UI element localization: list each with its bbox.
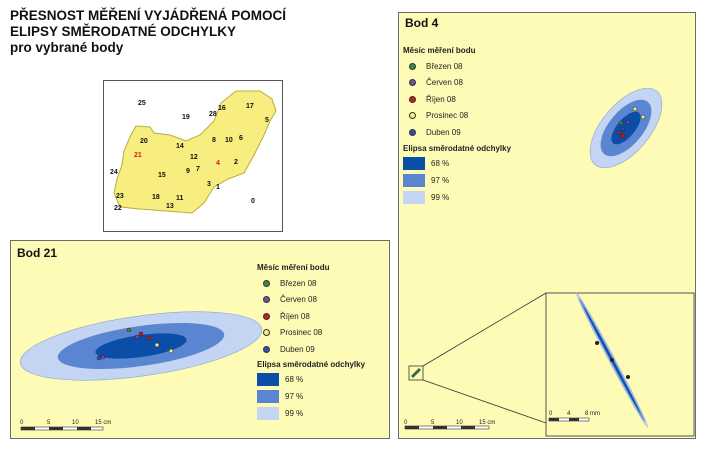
bod21-scale-0: 0: [20, 420, 24, 426]
bod4-point-cerven: [626, 120, 630, 124]
title-line-1: PŘESNOST MĚŘENÍ VYJÁDŘENÁ POMOCÍ: [10, 8, 287, 23]
connector-line-top: [423, 293, 546, 366]
legend-label: 99 %: [285, 409, 304, 418]
map-title: [10, 8, 286, 56]
bod4-point-prosinec-2: [641, 115, 645, 119]
overview-point-label-18: 18: [152, 194, 160, 201]
legend-label: Červen 08: [280, 295, 317, 305]
legend-label: Duben 09: [426, 127, 461, 137]
legend-label: 68 %: [431, 159, 450, 168]
overview-point-label-2: 2: [234, 159, 238, 166]
overview-point-label-25: 25: [138, 100, 146, 107]
overview-point-label-14: 14: [176, 143, 184, 150]
legend-ellipse-header: Elipsa směrodatné odchylky: [403, 143, 512, 153]
cerven-marker-icon: [263, 296, 270, 303]
legend-label: Březen 08: [426, 61, 463, 71]
legend-label: 68 %: [285, 375, 304, 384]
bod21-panel: [10, 240, 390, 439]
legend-ellipse-68: [257, 372, 387, 388]
bod4-inset-scale-4: 4: [567, 411, 571, 417]
overview-point-label-13: 13: [166, 203, 174, 210]
overview-point-label-16: 16: [218, 105, 226, 112]
legend-label: Říjen 08: [426, 94, 456, 104]
legend-ellipse-header: Elipsa směrodatné odchylky: [257, 359, 366, 369]
bod4-scale-bar: [405, 426, 489, 429]
overview-point-label-1: 1: [216, 184, 220, 191]
bod4-inset-scale-8: 8 mm: [585, 411, 600, 417]
bod21-point-prosinec: [155, 343, 159, 347]
overview-point-label-10: 10: [225, 137, 233, 144]
legend-label: Červen 08: [426, 78, 463, 88]
bod21-scale-bar: [21, 427, 103, 430]
bod21-point-rijen: [139, 332, 143, 336]
legend-label: 97 %: [431, 176, 450, 185]
bod21-point-rijen-2: [147, 336, 151, 340]
legend-label: 97 %: [285, 392, 304, 401]
legend-item-duben: [257, 341, 387, 358]
swatch-97: [257, 390, 279, 403]
overview-point-label-8: 8: [212, 137, 216, 144]
legend-label: Prosinec 08: [280, 328, 323, 338]
overview-map: [103, 80, 283, 232]
overview-point-label-23: 23: [116, 193, 124, 200]
brezen-marker-icon: [263, 280, 270, 287]
inset-point-1: [595, 341, 599, 345]
legend-label: Březen 08: [280, 278, 317, 288]
overview-point-label-9: 9: [186, 168, 190, 175]
swatch-99: [257, 407, 279, 420]
legend-label: Duben 09: [280, 344, 315, 354]
legend-item-cerven: [257, 292, 387, 309]
legend-measure-header: Měsíc měření bodu: [403, 46, 476, 55]
inset-scale-bar: [549, 418, 589, 421]
bod4-point-duben: [621, 127, 625, 131]
legend-label: Říjen 08: [280, 311, 310, 321]
overview-point-label-20: 20: [140, 138, 148, 145]
overview-point-label-4: 4: [216, 160, 220, 167]
overview-point-label-6: 6: [239, 135, 243, 142]
legend-measure-header: Měsíc měření bodu: [257, 263, 330, 272]
bod4-point-prosinec: [633, 107, 637, 111]
duben-marker-icon: [263, 346, 270, 353]
rijen-marker-icon: [263, 313, 270, 320]
bod21-point-cerven-2: [101, 355, 105, 359]
bod4-title: Bod 4: [405, 16, 439, 30]
overview-point-label-3: 3: [207, 181, 211, 188]
legend-item-brezen: [257, 275, 387, 292]
bod4-inset-scale-0: 0: [549, 411, 553, 417]
overview-point-label-7: 7: [196, 166, 200, 173]
prosinec-marker-icon: [263, 329, 270, 336]
bod4-ellipses: [577, 76, 675, 180]
legend-item-prosinec: [257, 325, 387, 342]
overview-point-label-22: 22: [114, 205, 122, 212]
bod21-point-prosinec-2: [169, 349, 173, 353]
bod4-scale-5: 5: [431, 420, 435, 426]
bod21-scale-10: 10: [72, 420, 79, 426]
overview-point-label-0: 0: [251, 198, 255, 205]
bod4-scale-15: 15 cm: [479, 420, 496, 426]
bod4-point-rijen-2: [621, 134, 625, 138]
bod21-point-duben: [97, 356, 101, 360]
bod21-ellipses: [16, 299, 266, 392]
legend-ellipse-99: [257, 406, 387, 422]
swatch-68: [257, 373, 279, 386]
overview-point-label-21: 21: [134, 152, 142, 159]
legend-label: 99 %: [431, 193, 450, 202]
overview-map-svg: [104, 81, 284, 233]
overview-point-label-19: 19: [182, 114, 190, 121]
title-line-3: pro vybrané body: [10, 40, 124, 55]
connector-line-bottom: [423, 380, 546, 423]
bod4-scale-10: 10: [456, 420, 463, 426]
bod21-point-brezen: [127, 328, 131, 332]
bod21-scale-5: 5: [47, 420, 51, 426]
overview-point-label-24: 24: [110, 169, 118, 176]
bod4-point-brezen: [619, 121, 623, 125]
legend-label: Prosinec 08: [426, 111, 469, 121]
bod21-point-cerven: [135, 335, 139, 339]
legend-item-rijen: [257, 308, 387, 325]
overview-point-label-12: 12: [190, 154, 198, 161]
overview-point-label-5: 5: [265, 117, 269, 124]
bod21-scale-15: 15 cm: [95, 420, 112, 426]
bod4-panel: [398, 12, 696, 439]
overview-point-label-15: 15: [158, 172, 166, 179]
bod4-scale-0: 0: [404, 420, 408, 426]
overview-point-label-11: 11: [176, 195, 184, 202]
overview-point-label-17: 17: [246, 103, 254, 110]
bod21-legend: [257, 263, 387, 423]
title-line-2: ELIPSY SMĚRODATNÉ ODCHYLKY: [10, 24, 237, 39]
legend-ellipse-97: [257, 389, 387, 405]
bod4-point-rijen: [617, 131, 621, 135]
overview-point-label-28: 28: [209, 111, 217, 118]
inset-point-3: [626, 375, 630, 379]
bod4-map-svg: [399, 13, 697, 440]
inset-point-2: [610, 358, 614, 362]
bod21-title: Bod 21: [17, 246, 58, 260]
